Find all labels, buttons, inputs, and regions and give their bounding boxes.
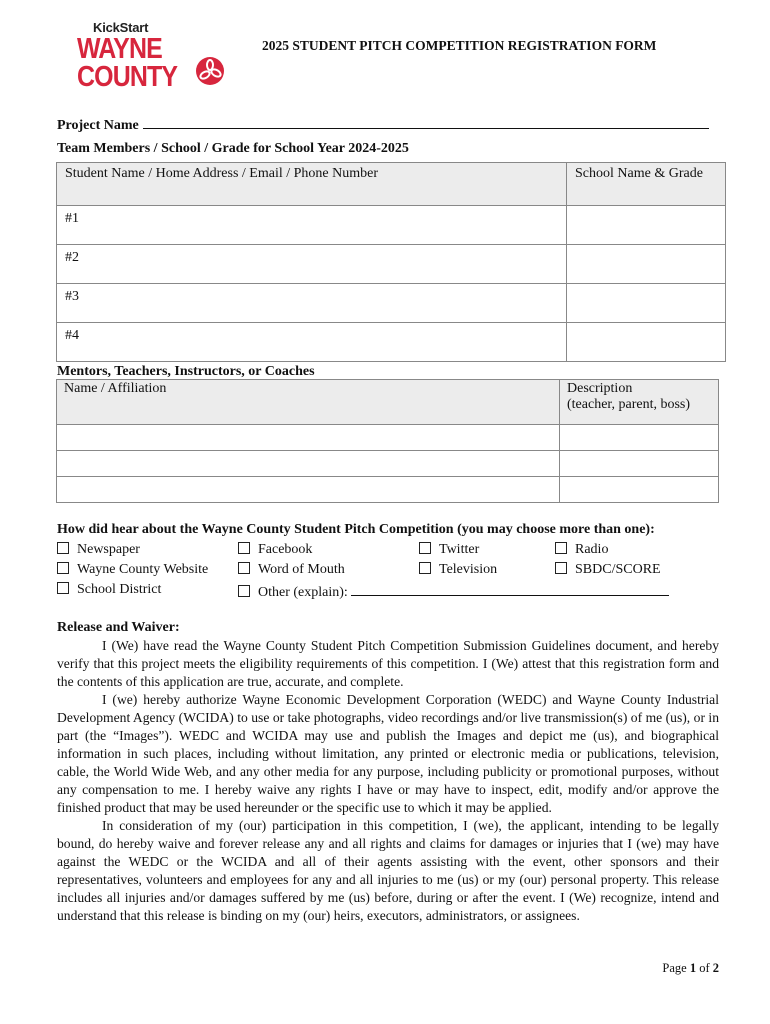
mentor-name-cell[interactable] [57, 477, 560, 503]
table-row [57, 245, 726, 284]
description-header-line1: Description [567, 381, 633, 396]
student-cell-4[interactable]: #4 [57, 323, 567, 362]
checkbox[interactable] [57, 562, 69, 574]
mentor-name-cell[interactable] [57, 451, 560, 477]
option-label: Television [439, 562, 498, 577]
option-label: SBDC/SCORE [575, 562, 661, 577]
table-row [57, 323, 726, 362]
option-label: School District [77, 582, 162, 597]
checkbox[interactable] [419, 542, 431, 554]
page-number [662, 961, 719, 976]
mentor-desc-cell[interactable] [560, 425, 719, 451]
project-name-row [57, 114, 709, 134]
school-cell-1[interactable] [567, 206, 726, 245]
option-sbdc-score[interactable] [555, 562, 661, 578]
table-header-name: Name / Affiliation [57, 380, 560, 425]
option-label: Twitter [439, 542, 480, 557]
student-cell-2[interactable]: #2 [57, 245, 567, 284]
table-header-description [560, 380, 719, 425]
mentors-table [56, 379, 719, 503]
option-label: Other (explain): [258, 585, 348, 600]
table-row [57, 206, 726, 245]
logo-kickstart-text: KickStart [93, 20, 149, 35]
team-members-table [56, 162, 726, 362]
page-current: 1 [689, 961, 697, 975]
page-word: Page [662, 961, 687, 975]
option-label: Facebook [258, 542, 313, 557]
option-twitter[interactable] [419, 542, 479, 558]
student-cell-1[interactable]: #1 [57, 206, 567, 245]
student-cell-3[interactable]: #3 [57, 284, 567, 323]
table-row [57, 451, 719, 477]
mentors-heading: Mentors, Teachers, Instructors, or Coaches [57, 364, 315, 379]
release-paragraph-1: I (We) have read the Wayne County Student Pitch Competition Submission Guidelines document, and hereby verify that this project meets the eligibility requirements of this competition. I (We) attest that this registration form and the contents of this application are true, accurate, and complete. [57, 638, 719, 689]
option-county-website[interactable] [57, 562, 208, 578]
table-header-student: Student Name / Home Address / Email / Phone Number [57, 163, 567, 206]
mentor-desc-cell[interactable] [560, 451, 719, 477]
option-word-of-mouth[interactable] [238, 562, 345, 578]
option-school-district[interactable] [57, 582, 161, 598]
option-label: Wayne County Website [77, 562, 209, 577]
option-label: Word of Mouth [258, 562, 345, 577]
release-waiver-text [57, 637, 719, 925]
option-newspaper[interactable] [57, 542, 140, 558]
school-cell-3[interactable] [567, 284, 726, 323]
checkbox[interactable] [238, 542, 250, 554]
heard-about-question: How did hear about the Wayne County Student Pitch Competition (you may choose more than one): [57, 522, 655, 537]
description-header-line2: (teacher, parent, boss) [567, 397, 691, 412]
mentor-name-cell[interactable] [57, 425, 560, 451]
pinwheel-icon [195, 56, 225, 86]
release-waiver-heading: Release and Waiver: [57, 620, 180, 635]
option-television[interactable] [419, 562, 497, 578]
school-cell-4[interactable] [567, 323, 726, 362]
table-row [57, 477, 719, 503]
table-header-school: School Name & Grade [567, 163, 726, 206]
page-total: 2 [712, 961, 719, 975]
table-row [57, 425, 719, 451]
project-name-label: Project Name [57, 118, 139, 133]
logo-wayne-text: WAYNE [77, 33, 162, 65]
school-cell-2[interactable] [567, 245, 726, 284]
option-label: Newspaper [77, 542, 140, 557]
checkbox[interactable] [419, 562, 431, 574]
option-facebook[interactable] [238, 542, 312, 558]
release-paragraph-2: I (we) hereby authorize Wayne Economic Development Corporation (WEDC) and Wayne County Industrial Development Agency (WCIDA) to use or take photographs, video recordings and/or live transmission(s) of me (us), or in part (the “Images”). WEDC and WCIDA may use and publish the Images and depict me (us), and biographical information in such places, including without limitation, any printed or electronic media or publications, television, cable, the World Wide Web, and any other media for any purpose, including publicity or promotional purposes, without any compensation to me. I hereby waive any rights I have or may have to inspect, edit, modify and/or approve the finished product that may be used hereunder or the specific use to which it may be applied. [57, 692, 719, 815]
form-title: 2025 STUDENT PITCH COMPETITION REGISTRATION FORM [262, 38, 657, 53]
option-other[interactable] [238, 582, 669, 601]
wayne-county-kickstart-logo [77, 18, 217, 98]
checkbox[interactable] [238, 585, 250, 597]
checkbox[interactable] [57, 542, 69, 554]
logo-county-text: COUNTY [77, 61, 178, 93]
project-name-line[interactable] [143, 114, 709, 129]
checkbox[interactable] [238, 562, 250, 574]
mentor-desc-cell[interactable] [560, 477, 719, 503]
team-members-heading: Team Members / School / Grade for School Year 2024-2025 [57, 141, 409, 156]
option-radio[interactable] [555, 542, 608, 558]
checkbox[interactable] [57, 582, 69, 594]
of-word: of [699, 961, 710, 975]
other-explain-line[interactable] [351, 582, 669, 596]
release-paragraph-3: In consideration of my (our) participation in this competition, I (we), the applicant, intending to be legally bound, do hereby waive and forever release any and all rights and claims for damages or injuries that I (we) may have against the WEDC or the WCIDA and all of their agents assisting with the event, other sponsors and their representatives, volunteers and employees for any and all injuries to me (us) or my (our) personal property. This release includes all injuries and/or damages suffered by me (us) before, during or after the event. I (We) recognize, intend and understand that this release is binding on my (our) heirs, executors, administrators, or assignees. [57, 818, 719, 923]
checkbox[interactable] [555, 542, 567, 554]
option-label: Radio [575, 542, 609, 557]
checkbox[interactable] [555, 562, 567, 574]
table-row [57, 284, 726, 323]
